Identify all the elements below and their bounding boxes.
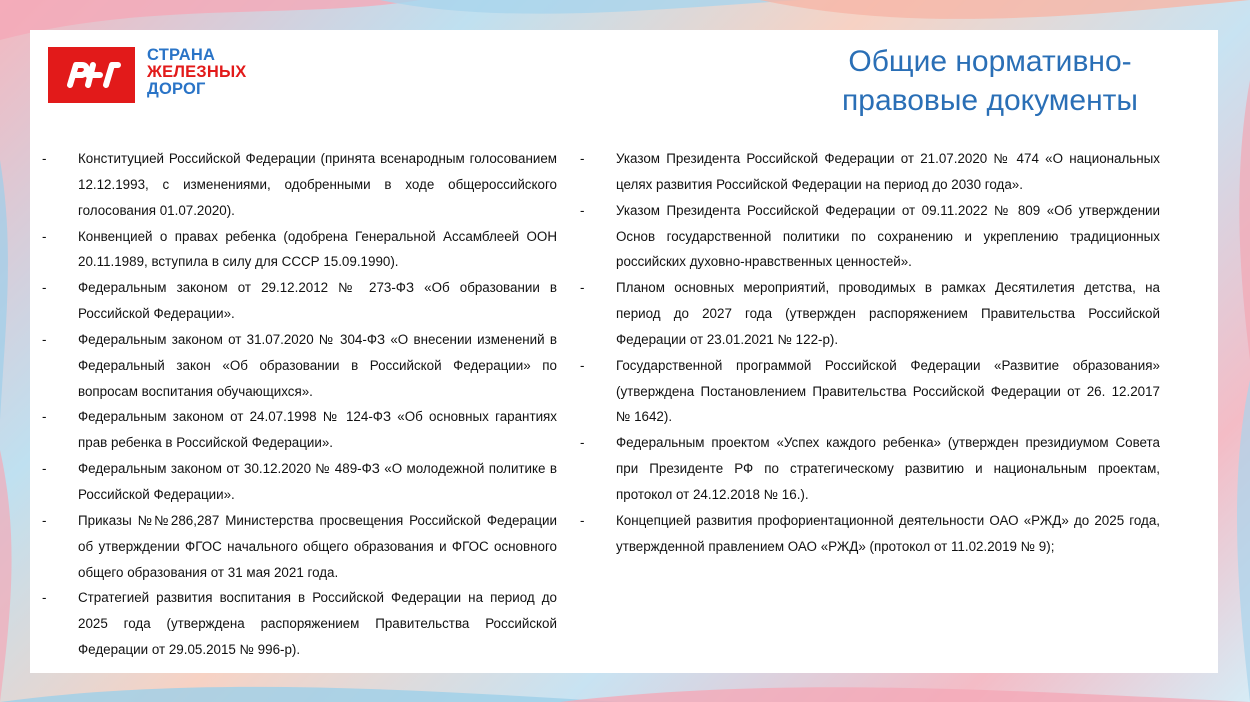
list-item-text: Государственной программой Российской Федерации «Развитие образования» (утверждена Постановлением Правительства Российской Федерации от 26. 12.2017 № 1642).: [616, 357, 1160, 425]
list-item: [42, 404, 557, 456]
list-item-text: Федеральным законом от 31.07.2020 № 304-ФЗ «О внесении изменений в Федеральный закон «Об образовании в Российской Федерации» по вопросам воспитания обучающихся».: [78, 331, 557, 399]
bullet-dash: -: [42, 228, 47, 244]
list-item-text: Планом основных мероприятий, проводимых в рамках Десятилетия детства, на период до 2027 года (утвержден распоряжением Правительства Российской Федерации от 23.01.2021 № 122-р).: [616, 280, 1160, 347]
list-item-text: Концепцией развития профориентационной деятельности ОАО «РЖД» до 2025 года, утвержденной правлением ОАО «РЖД» (протокол от 11.02.2019 № 9);: [616, 512, 1160, 554]
rzd-logo: [48, 47, 258, 103]
list-item: [580, 353, 1160, 431]
bullet-dash: -: [42, 512, 47, 528]
rzd-logo-text: [147, 47, 267, 98]
list-item-text: Федеральным законом от 24.07.1998 № 124-ФЗ «Об основных гарантиях прав ребенка в Российской Федерации».: [78, 409, 557, 451]
logo-line-2: ЖЕЛЕЗНЫХ: [147, 63, 247, 81]
left-document-list: [42, 146, 557, 663]
list-item: [42, 327, 557, 405]
bullet-dash: -: [580, 280, 585, 296]
logo-line-3: ДОРОГ: [147, 80, 206, 98]
slide-title: [790, 42, 1190, 120]
bullet-dash: -: [580, 512, 585, 528]
list-item: [42, 224, 557, 276]
bullet-dash: -: [580, 435, 585, 451]
bullet-dash: -: [42, 331, 47, 347]
slide-title-line-2: правовые документы: [842, 84, 1138, 117]
list-item-text: Указом Президента Российской Федерации от 09.11.2022 № 809 «Об утверждении Основ государственной политики по сохранению и укреплению традиционных российских духовно-нравственных ценностей».: [616, 202, 1160, 270]
bullet-dash: -: [42, 590, 47, 606]
right-document-list: [580, 146, 1160, 560]
list-item-text: Стратегией развития воспитания в Российской Федерации на период до 2025 года (утверждена распоряжением Правительства Российской Федерации от 29.05.2015 № 996-р).: [78, 590, 557, 658]
list-item-text: Указом Президента Российской Федерации от 21.07.2020 № 474 «О национальных целях развития Российской Федерации на период до 2030 года».: [616, 151, 1160, 192]
list-item-text: Конвенцией о правах ребенка (одобрена Генеральной Ассамблеей ООН 20.11.1989, вступила в силу для СССР 15.09.1990).: [78, 228, 557, 270]
list-item: [580, 146, 1160, 198]
list-item: [42, 508, 557, 586]
rzd-logo-icon: [48, 47, 135, 103]
bullet-dash: -: [42, 151, 47, 166]
list-item: [580, 508, 1160, 560]
bullet-dash: -: [580, 357, 585, 373]
list-item: [580, 275, 1160, 353]
rzd-logo-mark: [48, 47, 135, 103]
bullet-dash: -: [42, 280, 47, 296]
list-item-text: Федеральным законом от 29.12.2012 № 273-ФЗ «Об образовании в Российской Федерации».: [78, 280, 557, 322]
list-item: [42, 456, 557, 508]
bullet-dash: -: [580, 151, 585, 166]
list-item-text: Федеральным законом от 30.12.2020 № 489-ФЗ «О молодежной политике в Российской Федерации».: [78, 461, 557, 502]
list-item: [42, 146, 557, 224]
bullet-dash: -: [42, 409, 47, 425]
bullet-dash: -: [42, 461, 47, 477]
list-item-text: Приказы №№286,287 Министерства просвещения Российской Федерации об утверждении ФГОС начального общего образования и ФГОС основного общего образования от 31 мая 2021 года.: [78, 512, 557, 580]
list-item: [42, 585, 557, 663]
bullet-dash: -: [580, 202, 585, 218]
slide-title-line-1: Общие нормативно-: [848, 45, 1132, 78]
list-item: [42, 275, 557, 327]
list-item-text: Федеральным проектом «Успех каждого ребенка» (утвержден президиумом Совета при Президенте РФ по стратегическому развитию и национальным проектам, протокол от 24.12.2018 № 16.).: [616, 435, 1160, 502]
logo-line-1: СТРАНА: [147, 46, 216, 64]
list-item: [580, 430, 1160, 508]
list-item: [580, 198, 1160, 276]
list-item-text: Конституцией Российской Федерации (принята всенародным голосованием 12.12.1993, с изменениями, одобренными в ходе общероссийского голосования 01.07.2020).: [78, 151, 557, 218]
